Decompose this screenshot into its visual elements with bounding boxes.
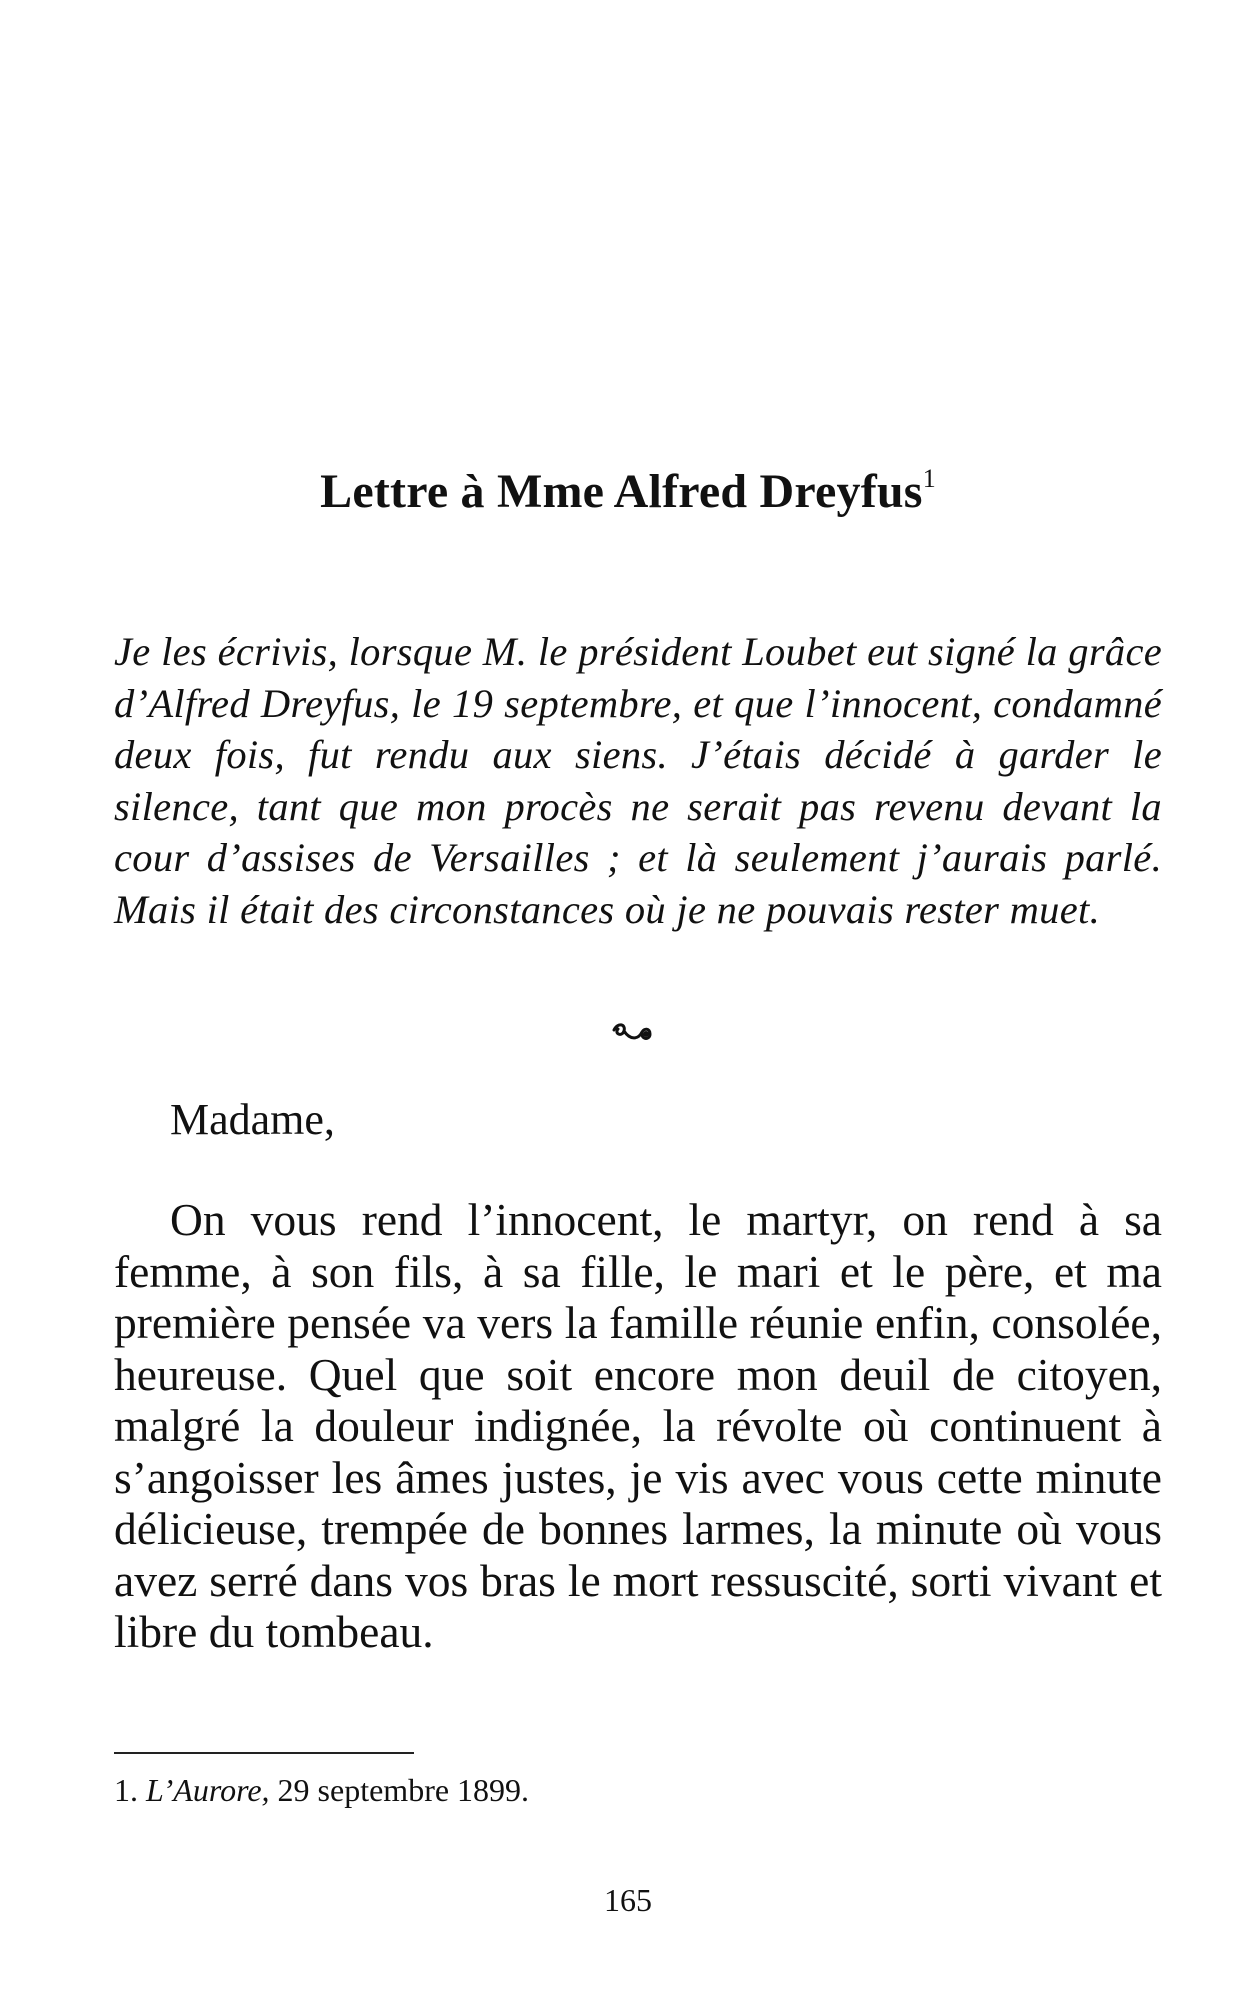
- footnote-source: L’Aurore,: [146, 1772, 270, 1808]
- chapter-title-text: Lettre à Mme Alfred Dreyfus: [320, 465, 923, 518]
- footnote-date: 29 septembre 1899.: [277, 1772, 530, 1808]
- chapter-title: [0, 462, 1256, 522]
- fleuron-icon: [610, 1018, 654, 1048]
- letter-body: [114, 1194, 1162, 1658]
- page-number: 165: [604, 1882, 652, 1918]
- letter-body-text: On vous rend l’innocent, le martyr, on rend à sa femme, à son fils, à sa fille, le mari et le père, et ma première pensée va vers la famille réunie enfin, consolée, heureuse. Quel que soit encore mon deuil de citoyen, malgré la douleur indignée, la révolte où continuent à s’angoisser les âmes justes, je vis avec vous cette minute délicieuse, trempée de bonnes larmes, la minute où vous avez serré dans vos bras le mort ressuscité, sorti vivant et libre du tombeau.: [114, 1194, 1162, 1657]
- intro-paragraph: Je les écrivis, lorsque M. le président Loubet eut signé la grâce d’Alfred Dreyfus, le 19 septembre, et que l’innocent, condamné deux fois, fut rendu aux siens. J’étais décidé à garder le silence, tant que mon procès ne serait pas revenu devant la cour d’assises de Versailles ; et là seulement j’aurais parlé. Mais il était des circonstances où je ne pouvais rester muet.: [114, 629, 1162, 932]
- title-footnote-marker: 1: [922, 464, 936, 493]
- footnote-number: 1.: [114, 1772, 138, 1808]
- footnote: [114, 1770, 529, 1810]
- letter-salutation: Madame,: [170, 1095, 335, 1144]
- footnote-rule: [114, 1752, 414, 1754]
